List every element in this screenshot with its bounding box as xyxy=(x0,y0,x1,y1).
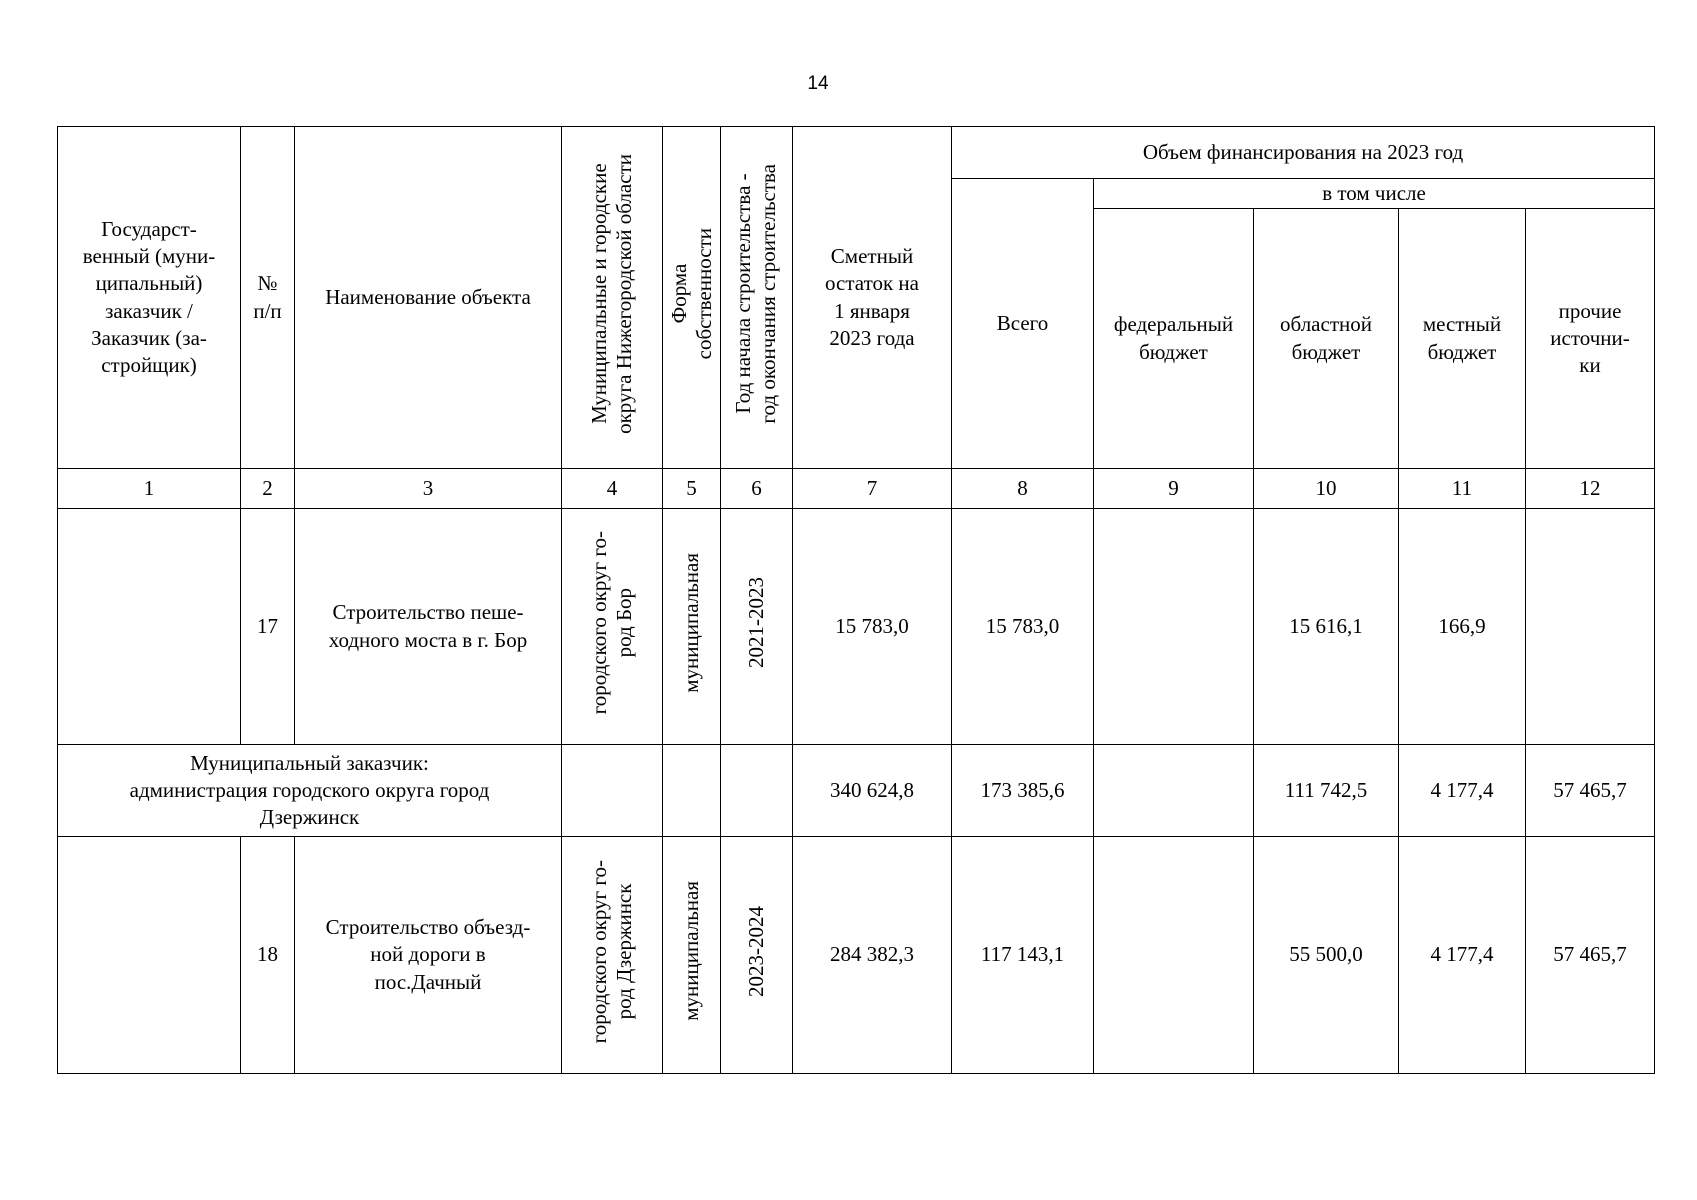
column-numbers-row xyxy=(58,469,1655,509)
row-num: 17 xyxy=(241,509,295,745)
page-number: 14 xyxy=(807,73,829,94)
row-years-text: 2021-2023 xyxy=(743,577,768,669)
row-ownership xyxy=(663,745,721,837)
row-customer xyxy=(58,837,241,1074)
header-ownership xyxy=(663,127,721,469)
row-municipality xyxy=(562,745,663,837)
header-other: прочие источни- ки xyxy=(1526,209,1655,469)
column-number: 10 xyxy=(1254,469,1399,509)
row-ownership xyxy=(663,509,721,745)
row-ownership xyxy=(663,837,721,1074)
column-number: 4 xyxy=(562,469,663,509)
row-municipality xyxy=(562,509,663,745)
column-number: 3 xyxy=(295,469,562,509)
row-regional: 15 616,1 xyxy=(1254,509,1399,745)
column-number: 8 xyxy=(952,469,1094,509)
row-years xyxy=(721,509,793,745)
header-ownership-text: Форма собственности xyxy=(667,228,717,360)
row-customer xyxy=(58,509,241,745)
row-years xyxy=(721,837,793,1074)
header-object-name: Наименование объекта xyxy=(295,127,562,469)
row-municipality-text: городского округ го- род Дзержинск xyxy=(586,859,636,1044)
row-federal xyxy=(1094,745,1254,837)
table-row xyxy=(58,509,1655,745)
row-other xyxy=(1526,509,1655,745)
header-num: № п/п xyxy=(241,127,295,469)
column-number: 6 xyxy=(721,469,793,509)
header-including: в том числе xyxy=(1094,179,1655,209)
header-municipality xyxy=(562,127,663,469)
row-local: 4 177,4 xyxy=(1399,745,1526,837)
row-regional: 111 742,5 xyxy=(1254,745,1399,837)
header-years-text: Год начала строительства - год окончания строительства xyxy=(731,164,781,424)
row-total: 117 143,1 xyxy=(952,837,1094,1074)
header-local: местный бюджет xyxy=(1399,209,1526,469)
row-regional: 55 500,0 xyxy=(1254,837,1399,1074)
header-years xyxy=(721,127,793,469)
header-row xyxy=(58,127,1655,179)
row-years-text: 2023-2024 xyxy=(743,905,768,997)
row-total: 173 385,6 xyxy=(952,745,1094,837)
row-other: 57 465,7 xyxy=(1526,837,1655,1074)
row-other: 57 465,7 xyxy=(1526,745,1655,837)
row-federal xyxy=(1094,509,1254,745)
row-municipality-text: городского округ го- род Бор xyxy=(586,531,636,715)
column-number: 9 xyxy=(1094,469,1254,509)
header-federal: федеральный бюджет xyxy=(1094,209,1254,469)
header-municipality-text: Муниципальные и городские округа Нижегородской области xyxy=(586,153,636,434)
row-ownership-text: муниципальная xyxy=(678,552,703,693)
customer-group-row xyxy=(58,745,1655,837)
column-number: 12 xyxy=(1526,469,1655,509)
row-federal xyxy=(1094,837,1254,1074)
row-total: 15 783,0 xyxy=(952,509,1094,745)
row-local: 166,9 xyxy=(1399,509,1526,745)
header-customer: Государст- венный (муни- ципальный) заказчик / Заказчик (за- стройщик) xyxy=(58,127,241,469)
row-local: 4 177,4 xyxy=(1399,837,1526,1074)
header-funding: Объем финансирования на 2023 год xyxy=(952,127,1655,179)
row-num: 18 xyxy=(241,837,295,1074)
row-estimate: 15 783,0 xyxy=(793,509,952,745)
row-object-name: Строительство пеше- ходного моста в г. Бор xyxy=(295,509,562,745)
customer-group-name: Муниципальный заказчик: администрация городского округа город Дзержинск xyxy=(58,745,562,837)
column-number: 7 xyxy=(793,469,952,509)
row-municipality xyxy=(562,837,663,1074)
row-years xyxy=(721,745,793,837)
column-number: 5 xyxy=(663,469,721,509)
header-total: Всего xyxy=(952,179,1094,469)
column-number: 2 xyxy=(241,469,295,509)
financing-table xyxy=(57,126,1655,1074)
column-number: 1 xyxy=(58,469,241,509)
row-estimate: 340 624,8 xyxy=(793,745,952,837)
header-estimate: Сметный остаток на 1 января 2023 года xyxy=(793,127,952,469)
row-object-name: Строительство объезд- ной дороги в пос.Дачный xyxy=(295,837,562,1074)
row-estimate: 284 382,3 xyxy=(793,837,952,1074)
column-number: 11 xyxy=(1399,469,1526,509)
table-row xyxy=(58,837,1655,1074)
row-ownership-text: муниципальная xyxy=(678,881,703,1022)
header-regional: областной бюджет xyxy=(1254,209,1399,469)
